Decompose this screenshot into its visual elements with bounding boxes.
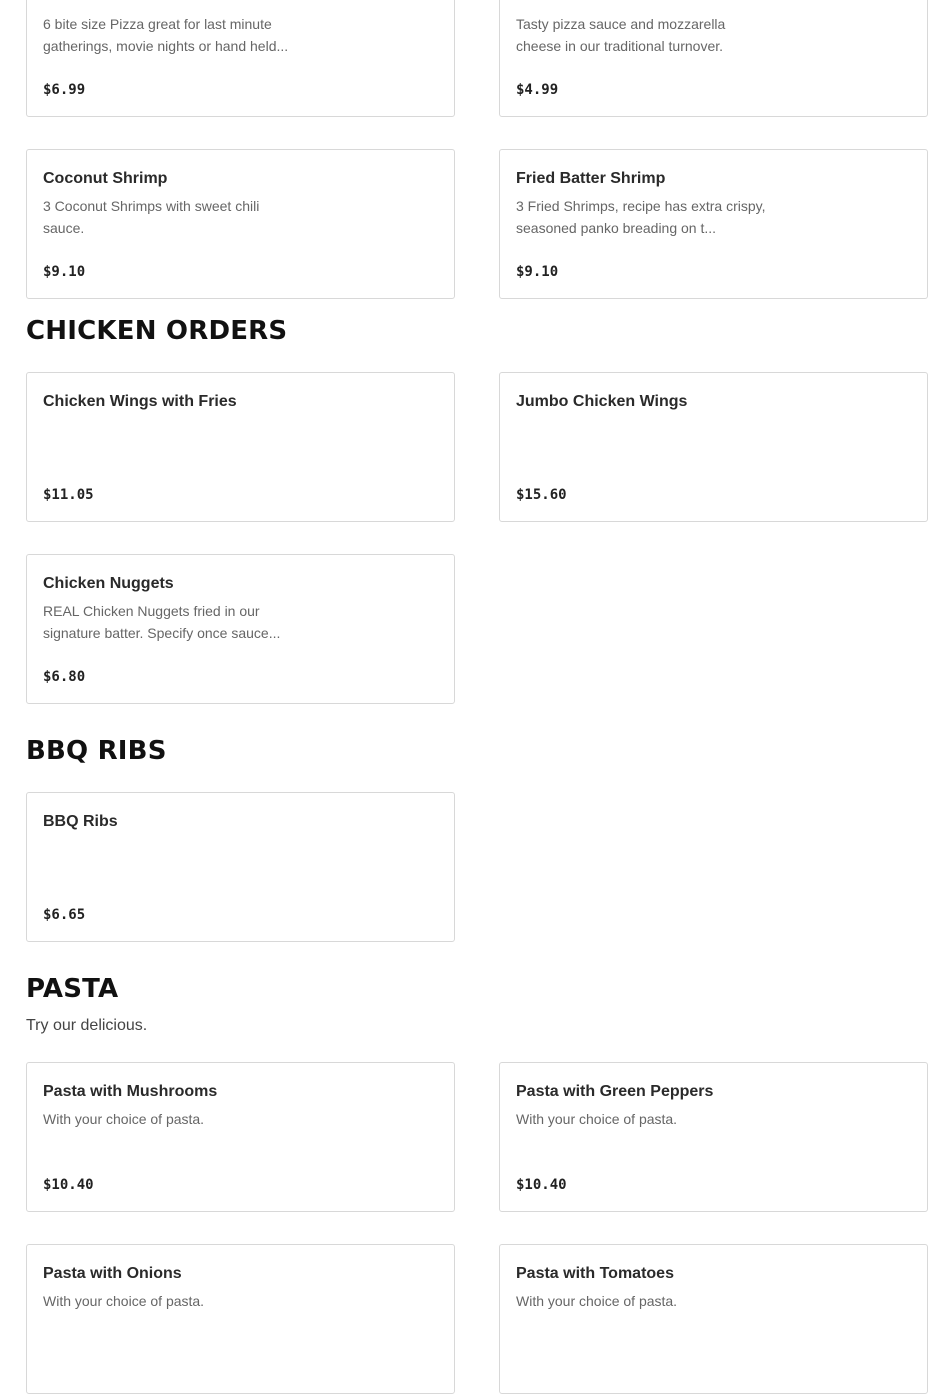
item-price: $4.99 <box>516 82 559 98</box>
item-price: $6.80 <box>43 669 86 685</box>
item-name: Pasta with Onions <box>43 1265 182 1282</box>
item-price: $6.99 <box>43 82 86 98</box>
item-description: With your choice of pasta. <box>43 1293 205 1309</box>
bbq-ribs-grid <box>26 792 928 942</box>
item-price: $11.05 <box>43 487 94 503</box>
chicken-orders-grid <box>26 372 928 704</box>
menu-item-card[interactable] <box>499 149 928 299</box>
menu-item-card[interactable] <box>26 372 455 522</box>
item-name: Coconut Shrimp <box>43 170 168 187</box>
section-title-chicken-orders: CHICKEN ORDERS <box>26 316 288 346</box>
item-description: With your choice of pasta. <box>516 1293 678 1309</box>
menu-item-card[interactable] <box>499 1244 928 1394</box>
item-price: $9.10 <box>43 264 86 280</box>
item-description: 6 bite size Pizza great for last minute gatherings, movie nights or hand held... <box>43 16 289 54</box>
item-name: Fried Batter Shrimp <box>516 170 666 187</box>
pasta-grid <box>26 1062 928 1394</box>
item-price: $10.40 <box>516 1177 567 1193</box>
menu-item-card[interactable] <box>499 0 928 117</box>
menu-item-card[interactable] <box>499 1062 928 1212</box>
menu-item-card[interactable] <box>26 149 455 299</box>
section-subtitle-pasta: Try our delicious. <box>26 1017 148 1034</box>
item-description: With your choice of pasta. <box>516 1111 678 1127</box>
item-description: 3 Coconut Shrimps with sweet chili sauce. <box>43 198 260 236</box>
item-name: BBQ Ribs <box>43 813 118 830</box>
item-name: Pasta with Tomatoes <box>516 1265 674 1282</box>
item-name: Chicken Wings with Fries <box>43 393 237 410</box>
menu-item-card[interactable] <box>26 1244 455 1394</box>
menu-item-card[interactable] <box>26 0 455 117</box>
item-name: Pasta with Green Peppers <box>516 1083 714 1100</box>
item-description: REAL Chicken Nuggets fried in our signature batter. Specify once sauce... <box>43 603 281 641</box>
menu-item-card[interactable] <box>26 1062 455 1212</box>
item-price: $6.65 <box>43 907 86 923</box>
item-name: Pasta with Mushrooms <box>43 1083 218 1100</box>
item-name: Chicken Nuggets <box>43 575 174 592</box>
item-description: With your choice of pasta. <box>43 1111 205 1127</box>
item-price: $15.60 <box>516 487 567 503</box>
menu-item-card[interactable] <box>26 792 455 942</box>
section-title-bbq-ribs: BBQ RIBS <box>26 736 167 766</box>
item-description: Tasty pizza sauce and mozzarella cheese in our traditional turnover. <box>516 16 726 54</box>
item-price: $10.40 <box>43 1177 94 1193</box>
item-price: $9.10 <box>516 264 559 280</box>
menu-item-card[interactable] <box>26 554 455 704</box>
section-title-pasta: PASTA <box>26 974 119 1004</box>
appetizers-grid <box>26 0 928 299</box>
item-name: Jumbo Chicken Wings <box>516 393 688 410</box>
menu-item-card[interactable] <box>499 372 928 522</box>
item-description: 3 Fried Shrimps, recipe has extra crispy, seasoned panko breading on t... <box>516 198 766 236</box>
